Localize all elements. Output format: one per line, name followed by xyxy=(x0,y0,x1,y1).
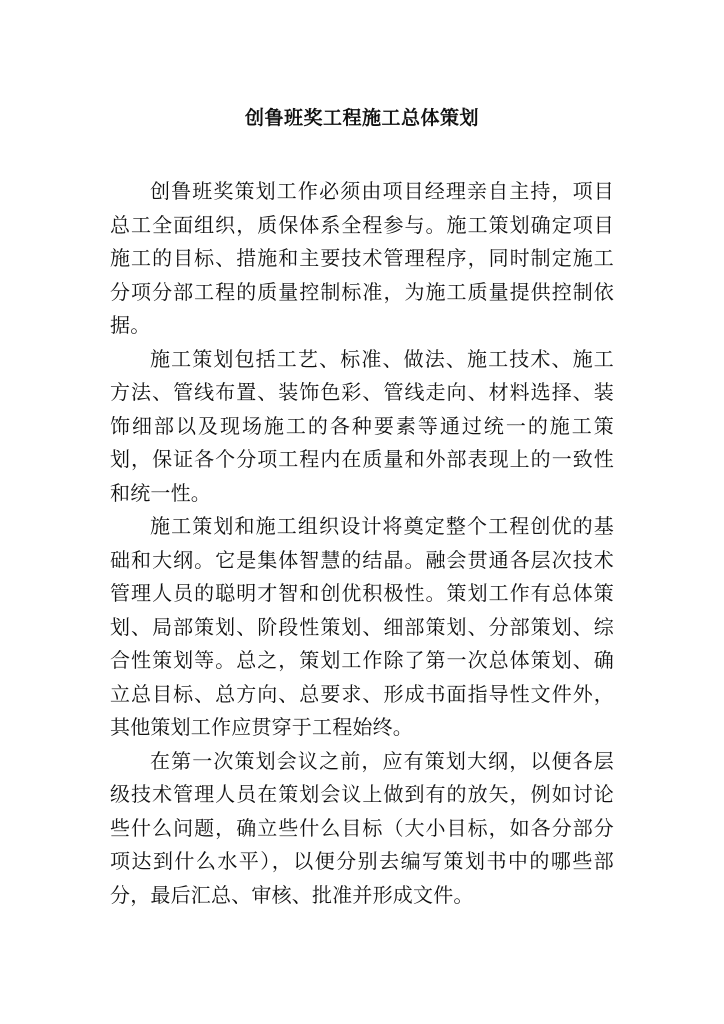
document-title: 创鲁班奖工程施工总体策划 xyxy=(244,107,479,129)
paragraph-2: 施工策划包括工艺、标准、做法、施工技术、施工方法、管线布置、装饰色彩、管线走向、材料选择、装饰细部以及现场施工的各种要素等通过统一的施工策划，保证各个分项工程内在质量和外部表现上的一致性和统一性。 xyxy=(110,346,614,505)
paragraph-4: 在第一次策划会议之前，应有策划大纲，以便各层级技术管理人员在策划会议上做到有的放矢，例如讨论些什么问题，确立些什么目标（大小目标，如各分部分项达到什么水平），以便分别去编写策划书中的哪些部分，最后汇总、审核、批准并形成文件。 xyxy=(110,748,614,907)
paragraph-3: 施工策划和施工组织设计将奠定整个工程创优的基础和大纲。它是集体智慧的结晶。融会贯通各层次技术管理人员的聪明才智和创优积极性。策划工作有总体策划、局部策划、阶段性策划、细部策划、分部策划、综合性策划等。总之，策划工作除了第一次总体策划、确立总目标、总方向、总要求、形成书面指导性文件外，其他策划工作应贯穿于工程始终。 xyxy=(110,514,614,739)
document-body xyxy=(110,175,614,912)
paragraph-1: 创鲁班奖策划工作必须由项目经理亲自主持，项目总工全面组织，质保体系全程参与。施工策划确定项目施工的目标、措施和主要技术管理程序，同时制定施工分项分部工程的质量控制标准，为施工质量提供控制依据。 xyxy=(110,179,614,337)
